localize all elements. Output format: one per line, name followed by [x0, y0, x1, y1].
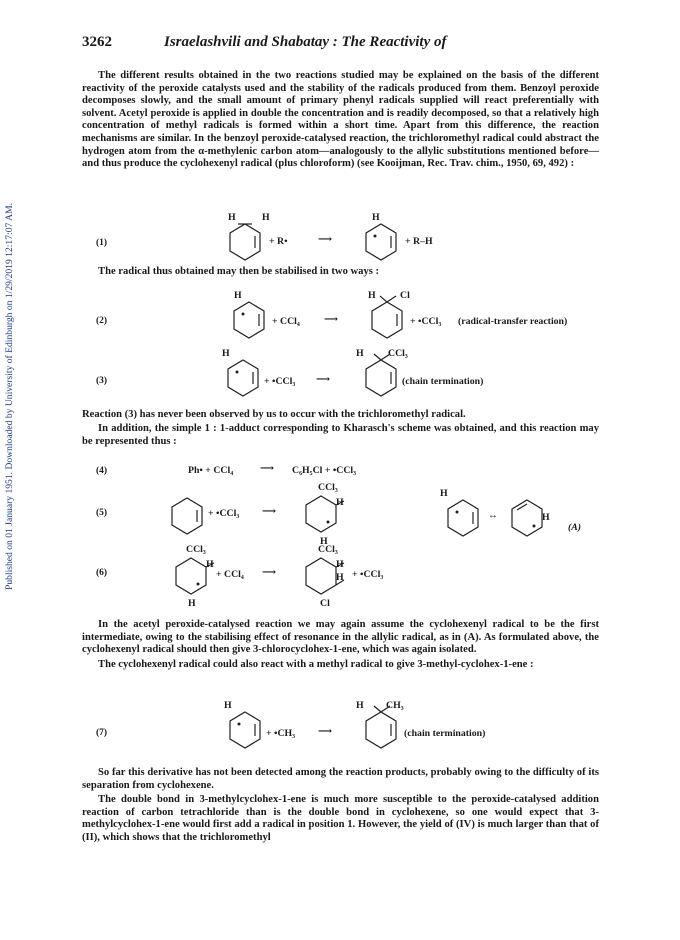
paragraph-5: In the acetyl peroxide-catalysed reaction we may again assume the cyclohexenyl radical to be the first intermediate, owing to the stabilising effect of resonance in the allylic radical, as in (A). As formulated above, the cyclohexenyl radical should then give 3-chlorocyclohex-1-ene, which was again isolated.: [82, 619, 599, 656]
reagent: + CCl₄: [216, 569, 244, 580]
paragraph-1: The different results obtained in the two reactions studied may be explained on the basis of the different reactivity of the peroxide catalysts used and the stability of the radicals produced from them. Benzoyl peroxide decomposes slowly, and the small amount of primary phenyl radicals supplied will react preferentially with solvent. Acetyl peroxide is applied in double the concentration and is readily decomposed, so that a relatively high concentration of methyl radicals is formed within a short time. Apart from this difference, the reaction mechanisms are similar. In the benzoyl peroxide-catalysed reaction, the trichloromethyl radical could abstract the hydrogen atom from the α-methylenic carbon atom—analogously to the allylic substitutions mentioned before—and thus produce the cyclohexenyl radical (plus chloroform) (see Kooijman, Rec. Trav. chim., 1950, 69, 492) :: [82, 70, 599, 170]
equation-label: (6): [96, 568, 108, 578]
trichloromethyl-label: CCl₃: [186, 544, 206, 555]
resonance-arrow: ↔: [488, 510, 498, 521]
hydrogen-label: H: [336, 559, 344, 570]
hydrogen-label: H: [320, 536, 328, 547]
cyclohexenyl-radical-ring: [226, 358, 260, 398]
reaction-arrow: ⟶: [262, 506, 277, 517]
equation-label: (1): [96, 238, 108, 248]
equation-label: (4): [96, 466, 108, 476]
reaction-arrow: ⟶: [318, 234, 333, 245]
hydrogen-label: H: [368, 290, 376, 301]
hydrogen-label: H: [228, 212, 236, 223]
paragraph-2: The radical thus obtained may then be stabilised in two ways :: [98, 266, 380, 277]
allylic-radical-ring: [510, 498, 544, 538]
equation-label: (5): [96, 508, 108, 518]
cyclohexenyl-radical-ring: [232, 300, 266, 340]
equation-label: (3): [96, 376, 108, 386]
hydrogen-label: H: [262, 212, 270, 223]
reaction-arrow: ⟶: [324, 314, 339, 325]
reaction-note: (radical-transfer reaction): [458, 316, 568, 327]
hydrogen-label: H: [336, 497, 344, 508]
trichloromethyl-label: CCl₃: [318, 482, 338, 493]
hydrogen-label: H: [356, 348, 364, 359]
paragraph-8: The double bond in 3-methylcyclohex-1-ene is much more susceptible to the peroxide-catalysed addition reaction of carbon tetrachloride than is the double bond in cyclohexene, so one would expect that 3-methylcyclohex-1-ene would first add a radical in position 1. However, the yield of (IV) is much larger than that of (II), which shows that the trichloromethyl: [82, 794, 599, 843]
chlorine-label: Cl: [320, 598, 330, 609]
paragraph-7: So far this derivative has not been detected among the reaction products, probably owing to the difficulty of its separation from cyclohexene.: [82, 767, 599, 791]
methylcyclohexene-ring: [364, 710, 398, 750]
reaction-note: (chain termination): [404, 728, 486, 739]
reaction-arrow: ⟶: [262, 567, 277, 578]
reaction-note: (chain termination): [402, 376, 484, 387]
page-number: 3262: [82, 34, 112, 50]
equation-label: (2): [96, 316, 108, 326]
product: + R–H: [405, 236, 433, 247]
reagent: + CCl₄: [272, 316, 300, 327]
hydrogen-label: H: [188, 598, 196, 609]
hydrogen-label: H: [336, 572, 344, 583]
reaction-arrow: ⟶: [260, 463, 275, 474]
running-title: Israelashvili and Shabatay : The Reactivity of: [164, 34, 447, 50]
paragraph-3: Reaction (3) has never been observed by us to occur with the trichloromethyl radical.: [82, 409, 466, 420]
hydrogen-label: H: [234, 290, 242, 301]
reagent: + •CH₃: [266, 728, 296, 739]
reaction-arrow: ⟶: [318, 726, 333, 737]
equation-label: (7): [96, 728, 108, 738]
reagent: + R•: [269, 236, 288, 247]
adduct-radical-ring: [304, 494, 338, 534]
structure-label-A: (A): [568, 522, 582, 533]
trichloromethyl-label: CCl₃: [318, 544, 338, 555]
reagent: + •CCl₃: [208, 508, 240, 519]
hydrogen-label: H: [224, 700, 232, 711]
chlorocyclohexene-ring: [370, 300, 404, 340]
chlorine-label: Cl: [400, 290, 410, 301]
download-notice: Published on 01 January 1951. Downloaded by University of Edinburgh on 1/29/2019 12:17:07 AM.: [4, 202, 15, 590]
page-header: [82, 34, 602, 56]
hydrogen-label: H: [356, 700, 364, 711]
cyclohexene-ring: [170, 496, 204, 536]
trichloromethylcyclohexene-ring: [364, 358, 398, 398]
hydrogen-label: H: [222, 348, 230, 359]
hydrogen-label: H: [542, 512, 550, 523]
adduct-radical-ring: [174, 556, 208, 596]
trichloromethyl-label: CCl₃: [388, 348, 408, 359]
hydrogen-label: H: [206, 559, 214, 570]
cyclohexene-ring: [228, 222, 262, 262]
cyclohexenyl-radical-ring: [228, 710, 262, 750]
methyl-label: CH₃: [386, 700, 404, 711]
allylic-radical-ring: [446, 498, 480, 538]
reagent: + •CCl₃: [264, 376, 296, 387]
cyclohexenyl-radical-ring: [364, 222, 398, 262]
reaction-rhs: C₆H₅Cl + •CCl₃: [292, 465, 357, 476]
paragraph-4: In addition, the simple 1 : 1-adduct corresponding to Kharasch's scheme was obtained, and this reaction may be represented thus :: [82, 423, 599, 447]
paragraph-6: The cyclohexenyl radical could also react with a methyl radical to give 3-methyl-cyclohex-1-ene :: [98, 659, 534, 670]
reaction-lhs: Ph• + CCl₄: [188, 465, 234, 476]
reaction-arrow: ⟶: [316, 374, 331, 385]
product: + •CCl₃: [410, 316, 442, 327]
hydrogen-label: H: [372, 212, 380, 223]
adduct-ring: [304, 556, 338, 596]
product: + •CCl₃: [352, 569, 384, 580]
hydrogen-label: H: [440, 488, 448, 499]
